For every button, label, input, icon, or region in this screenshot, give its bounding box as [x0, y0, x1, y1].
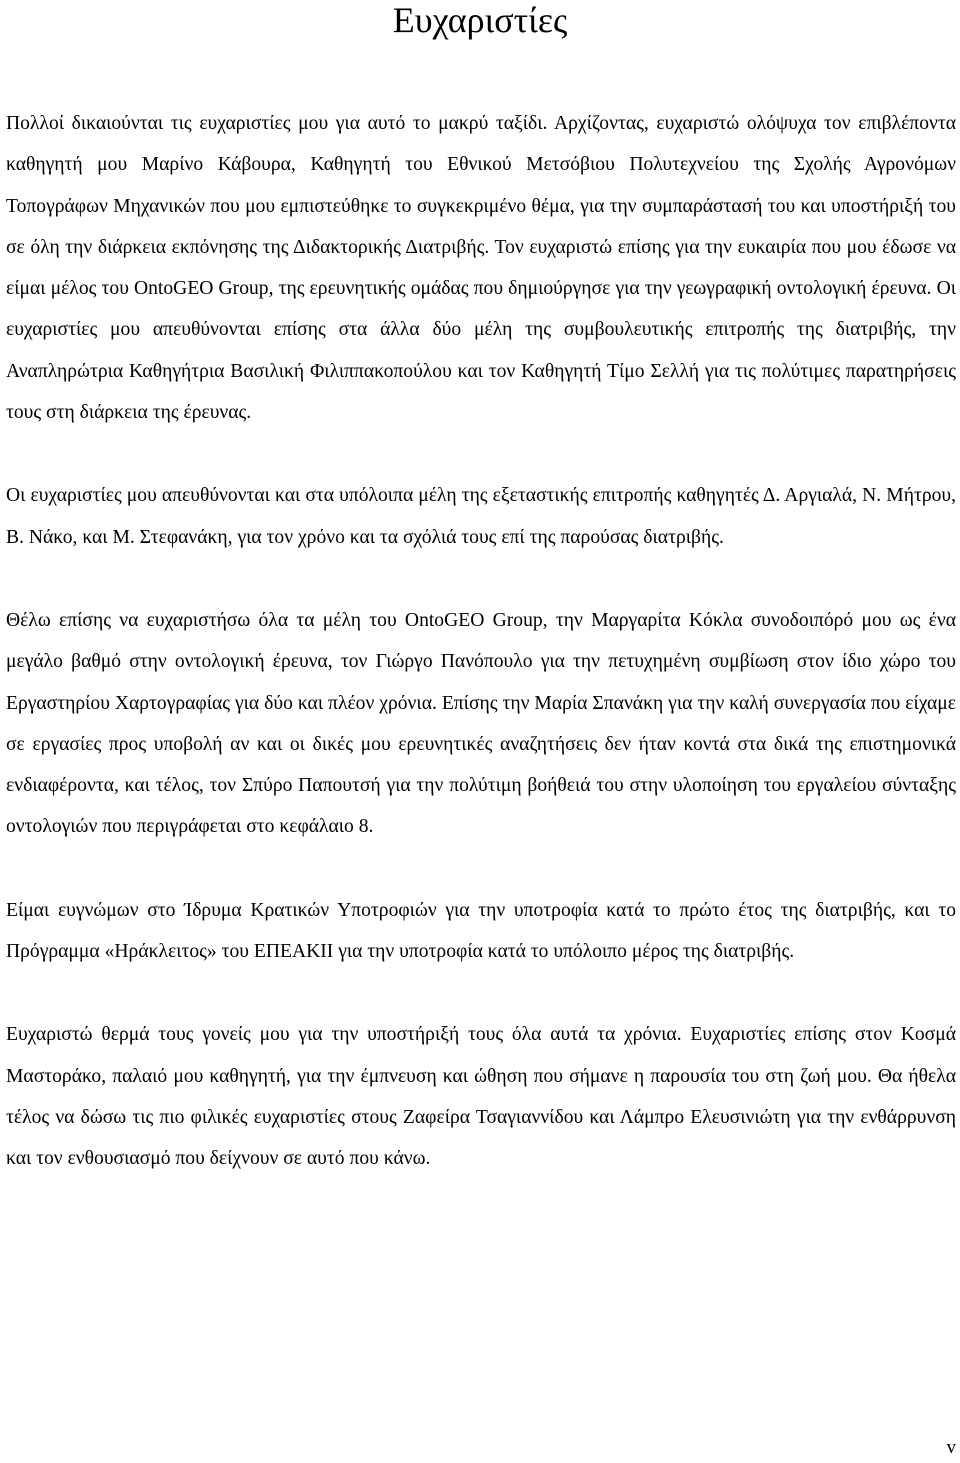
paragraph-acknowledgement-committee: Οι ευχαριστίες μου απευθύνονται και στα υπόλοιπα μέλη της εξεταστικής επιτροπής καθηγητές Δ. Αργιαλά, Ν. Μήτρου, Β. Νάκο, και Μ. Στεφανάκη, για τον χρόνο και τα σχόλιά τους επί της παρούσας διατριβής.	[6, 485, 956, 548]
page-title: Ευχαριστίες	[392, 0, 568, 40]
paragraph-acknowledgement-family: Ευχαριστώ θερμά τους γονείς μου για την υποστήριξή τους όλα αυτά τα χρόνια. Ευχαριστίες επίσης στον Κοσμά Μαστοράκο, παλαιό μου καθηγητή, για την έμπνευση και ώθηση που σήμανε η παρουσία του στη ζωή μου. Θα ήθελα τέλος να δώσω τις πιο φιλικές ευχαριστίες στους Ζαφείρα Τσαγιαννίδου και Λάμπρο Ελευσινιώτη για την ενθάρρυνση και τον ενθουσιασμό που δείχνουν σε αυτό που κάνω.	[6, 1024, 956, 1170]
paragraph-acknowledgement-ontogeo-group: Θέλω επίσης να ευχαριστήσω όλα τα μέλη του OntoGEO Group, την Μαργαρίτα Κόκλα συνοδοιπόρό μου ως ένα μεγάλο βαθμό στην οντολογική έρευνα, τον Γιώργο Πανόπουλο για την πετυχημένη συμβίωση στον ίδιο χώρο του Εργαστηρίου Χαρτογραφίας για δύο και πλέον χρόνια. Επίσης την Μαρία Σπανάκη για την καλή συνεργασία που είχαμε σε εργασίες προς υποβολή αν και οι δικές μου ερευνητικές αναζητήσεις δεν ήταν κοντά στα δικά της επιστημονικά ενδιαφέροντα, και τέλος, τον Σπύρο Παπουτσή για την πολύτιμη βοήθειά του στην υλοποίηση του εργαλείου σύνταξης οντολογιών που περιγράφεται στο κεφάλαιο 8.	[6, 609, 956, 838]
page-number: v	[946, 1437, 956, 1458]
paragraph-acknowledgement-scholarships: Είμαι ευγνώμων στο Ίδρυμα Κρατικών Υποτροφιών για την υποτροφία κατά το πρώτο έτος της διατριβής, και το Πρόγραμμα «Ηράκλειτος» του ΕΠΕΑΚΙΙ για την υποτροφία κατά το υπόλοιπο μέρος της διατριβής.	[6, 899, 956, 963]
document-body	[6, 103, 956, 1180]
paragraph-acknowledgement-supervisor: Πολλοί δικαιούνται τις ευχαριστίες μου για αυτό το μακρύ ταξίδι. Αρχίζοντας, ευχαριστώ ολόψυχα τον επιβλέποντα καθηγητή μου Μαρίνο Κάβουρα, Καθηγητή του Εθνικού Μετσόβιου Πολυτεχνείου της Σχολής Αγρονόμων Τοπογράφων Μηχανικών που μου εμπιστεύθηκε το συγκεκριμένο θέμα, για την συμπαράστασή του και υποστήριξή του σε όλη την διάρκεια εκπόνησης της Διδακτορικής Διατριβής. Τον ευχαριστώ επίσης για την ευκαιρία που μου έδωσε να είμαι μέλος του OntoGEO Group, της ερευνητικής ομάδας που δημιούργησε για την γεωγραφική οντολογική έρευνα. Οι ευχαριστίες μου απευθύνονται επίσης στα άλλα δύο μέλη της συμβουλευτικής επιτροπής της διατριβής, την Αναπληρώτρια Καθηγήτρια Βασιλική Φιλιππακοπούλου και τον Καθηγητή Τίμο Σελλή για τις πολύτιμες παρατηρήσεις τους στη διάρκεια της έρευνας.	[6, 113, 956, 424]
